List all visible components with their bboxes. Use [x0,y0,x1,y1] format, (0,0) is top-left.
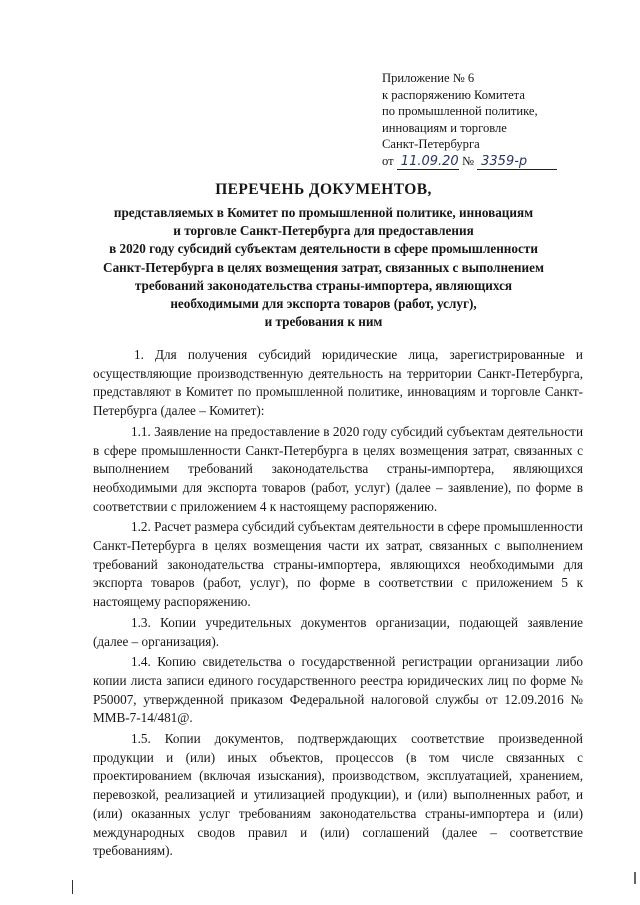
title-subtitle [96,204,551,331]
paragraph-1-4: 1.4. Копию свидетельства о государственной регистрации организации либо копии листа записи единого государственного реестра юридических лиц по форме № Р50007, утвержденной приказом Федеральной налоговой службы от 12.09.2016 № ММВ-7-14/481@. [93,654,583,726]
document-body [93,346,583,863]
handwritten-order-number: 3359-р [477,155,557,170]
handwritten-date: 11.09.20 [397,155,459,170]
subtitle-line: в 2020 году субсидий субъектам деятельности в сфере промышленности [109,241,538,257]
paragraph-1: 1. Для получения субсидий юридические лица, зарегистрированные и осуществляющие производственную деятельность на территории Санкт-Петербурга, представляют в Комитет по промышленной политике, инновациям и торговле Санкт-Петербурга (далее – Комитет): [93,347,583,419]
appendix-ref-line: по промышленной политике, [382,104,538,119]
subtitle-line: и требования к ним [264,314,383,330]
appendix-ref-line: к распоряжению Комитета [382,87,525,102]
subtitle-line: требований законодательства страны-импортера, являющихся [134,277,513,293]
order-date-number [382,153,557,170]
number-prefix: № [461,153,474,168]
appendix-ref-line: Санкт-Петербурга [382,137,480,152]
document-title [96,180,551,331]
paragraph-1-5: 1.5. Копии документов, подтверждающих соответствие произведенной продукции и (или) иных объектов, процессов (в том числе связанных с проектированием (включая изыскания), производством, эксплуатацией, хранением, перевозкой, реализацией и утилизацией продукции), и (или) выполненных работ, и (или) оказанных услуг требованиям законодательства страны-импортера и (или) международных сводов правил и (или) соглашений (далее – соответствие требованиям). [93,731,583,859]
appendix-ref-line: инновациям и торговле [382,120,507,135]
title-main: ПЕРЕЧЕНЬ ДОКУМЕНТОВ, [215,181,432,198]
appendix-number: Приложение № 6 [382,71,475,85]
subtitle-line: и торговле Санкт-Петербурга для предоставления [173,223,474,239]
scan-edge-mark [72,880,73,894]
scan-edge-mark [634,872,636,884]
subtitle-line: представляемых в Комитет по промышленной политике, инновациям [113,205,534,220]
date-prefix: от [382,153,394,168]
subtitle-line: Санкт-Петербурга в целях возмещения затрат, связанных с выполнением [103,259,544,275]
paragraph-1-1: 1.1. Заявление на предоставление в 2020 году субсидий субъектам деятельности в сфере промышленности Санкт-Петербурга в целях возмещения затрат, связанных с выполнением требований законодательства страны-импортера, являющихся необходимыми для экспорта товаров (работ, услуг) (далее – заявление), по форме в соответствии с приложением 4 к настоящему распоряжению. [93,423,583,514]
appendix-header [382,70,557,170]
paragraph-1-2: 1.2. Расчет размера субсидий субъектам деятельности в сфере промышленности Санкт-Петербурга в целях возмещения части их затрат, связанных с выполнением требований законодательства страны-импортера, являющихся необходимыми для экспорта товаров (работ, услуг), по форме в соответствии с приложением 5 к настоящему распоряжению. [93,519,583,610]
paragraph-1-3: 1.3. Копии учредительных документов организации, подающей заявление (далее – организация). [93,614,583,649]
subtitle-line: необходимыми для экспорта товаров (работ, услуг), [170,296,477,312]
